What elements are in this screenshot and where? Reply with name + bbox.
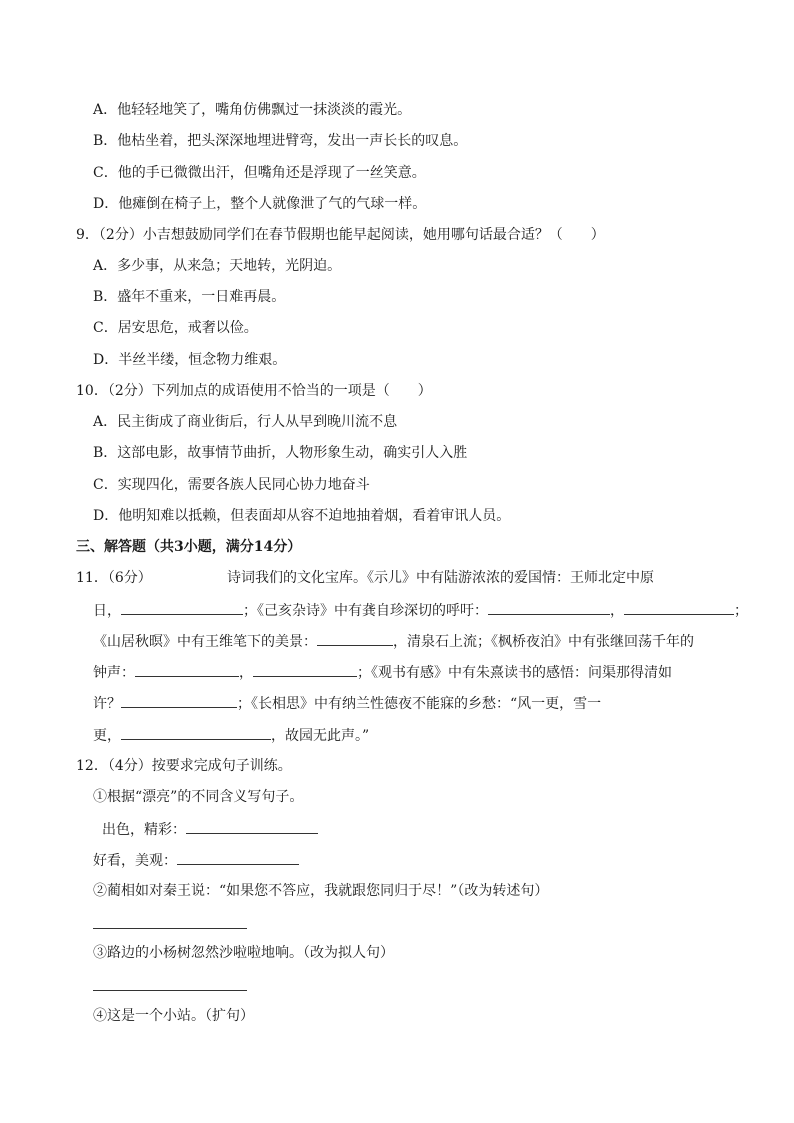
section-title: 三、解答题（共3小题，满分14分） bbox=[76, 539, 302, 555]
answer-blank-1a[interactable] bbox=[186, 819, 318, 834]
q11-text: 钟声： bbox=[93, 665, 135, 681]
blank-3[interactable] bbox=[624, 600, 734, 615]
q11-line1: 诗词我们的文化宝库。《示儿》中有陆游浓浓的爱国情：王师北定中原 bbox=[227, 570, 654, 586]
q11-text: 更， bbox=[93, 728, 121, 744]
q11-text: 《山居秋暝》中有王维笔下的美景： bbox=[93, 634, 317, 650]
blank-6[interactable] bbox=[253, 662, 357, 677]
blank-7[interactable] bbox=[121, 693, 237, 708]
blank-2[interactable] bbox=[488, 600, 610, 615]
q12-item2: ②蔺相如对秦王说：“如果您不答应，我就跟您同归于尽！”（改为转述句） bbox=[93, 883, 549, 899]
q8-option-d: D．他瘫倒在椅子上，整个人就像泄了气的气球一样。 bbox=[93, 196, 427, 212]
q12-item3: ③路边的小杨树忽然沙啦啦地响。（改为拟人句） bbox=[93, 945, 394, 961]
q12-item1: ①根据“漂亮”的不同含义写句子。 bbox=[93, 789, 304, 805]
q11-number: 11．（6分） bbox=[76, 570, 152, 586]
q11-line6 bbox=[93, 725, 369, 746]
q9-option-d: D．半丝半缕，恒念物力维艰。 bbox=[93, 352, 287, 368]
q10-option-b: B．这部电影，故事情节曲折，人物形象生动，确实引人入胜 bbox=[93, 445, 468, 461]
q10-option-d: D．他明知难以抵赖，但表面却从容不迫地抽着烟，看着审讯人员。 bbox=[93, 508, 511, 524]
q12-item4: ④这是一个小站。（扩句） bbox=[93, 1008, 254, 1024]
q11-text: ；《观书有感》中有朱熹读书的感悟：问渠那得清如 bbox=[357, 665, 672, 681]
q9-stem: 9．（2分）小吉想鼓励同学们在春节假期也能早起阅读，她用哪句话最合适？（ ） bbox=[76, 227, 605, 243]
q11-line3 bbox=[93, 631, 694, 652]
q8-option-c: C．他的手已微微出汗，但嘴角还是浮现了一丝笑意。 bbox=[93, 165, 426, 181]
blank-4[interactable] bbox=[317, 631, 393, 646]
q11-text: 日， bbox=[93, 603, 121, 619]
q11-text: ，清泉石上流；《枫桥夜泊》中有张继回荡千年的 bbox=[393, 634, 694, 650]
q9-option-b: B．盛年不重来，一日难再晨。 bbox=[93, 289, 286, 305]
q12-item1b-label: 好看，美观： bbox=[93, 853, 177, 869]
q11-text: ；《己亥杂诗》中有龚自珍深切的呼吁： bbox=[243, 603, 488, 619]
q11-text: ， bbox=[239, 665, 253, 681]
q8-option-a: A．他轻轻地笑了，嘴角仿佛飘过一抹淡淡的霞光。 bbox=[93, 102, 412, 118]
q10-option-c: C．实现四化，需要各族人民同心协力地奋斗 bbox=[93, 477, 370, 493]
q11-line2 bbox=[93, 600, 748, 621]
blank-1[interactable] bbox=[121, 600, 243, 615]
q8-option-b: B．他枯坐着，把头深深地埋进臂弯，发出一声长长的叹息。 bbox=[93, 133, 468, 149]
q11-text: ，故园无此声。” bbox=[271, 728, 370, 744]
q12-item1a-label: 出色，精彩： bbox=[102, 822, 186, 838]
q12-item1a bbox=[102, 819, 318, 840]
q12-item1b bbox=[93, 850, 299, 871]
answer-blank-1b[interactable] bbox=[177, 850, 299, 865]
q11-line5 bbox=[93, 693, 601, 714]
blank-8[interactable] bbox=[121, 725, 271, 740]
q11-text: ；《长相思》中有纳兰性德夜不能寐的乡愁：“风一更，雪一 bbox=[237, 696, 602, 712]
q12-stem: 12．（4分）按要求完成句子训练。 bbox=[76, 758, 292, 774]
q10-option-a: A．民主街成了商业街后，行人从早到晚川流不息 bbox=[93, 414, 398, 430]
answer-line-2[interactable] bbox=[93, 928, 247, 929]
q11-text: ； bbox=[734, 603, 748, 619]
q9-option-c: C．居安思危，戒奢以俭。 bbox=[93, 320, 258, 336]
q11-line4 bbox=[93, 662, 672, 683]
blank-5[interactable] bbox=[135, 662, 239, 677]
q9-option-a: A．多少事，从来急；天地转，光阴迫。 bbox=[93, 258, 342, 274]
q10-stem: 10．（2分）下列加点的成语使用不恰当的一项是（ ） bbox=[76, 383, 432, 399]
answer-line-3[interactable] bbox=[93, 990, 247, 991]
q11-text: ， bbox=[610, 603, 624, 619]
q11-text: 许？ bbox=[93, 696, 121, 712]
